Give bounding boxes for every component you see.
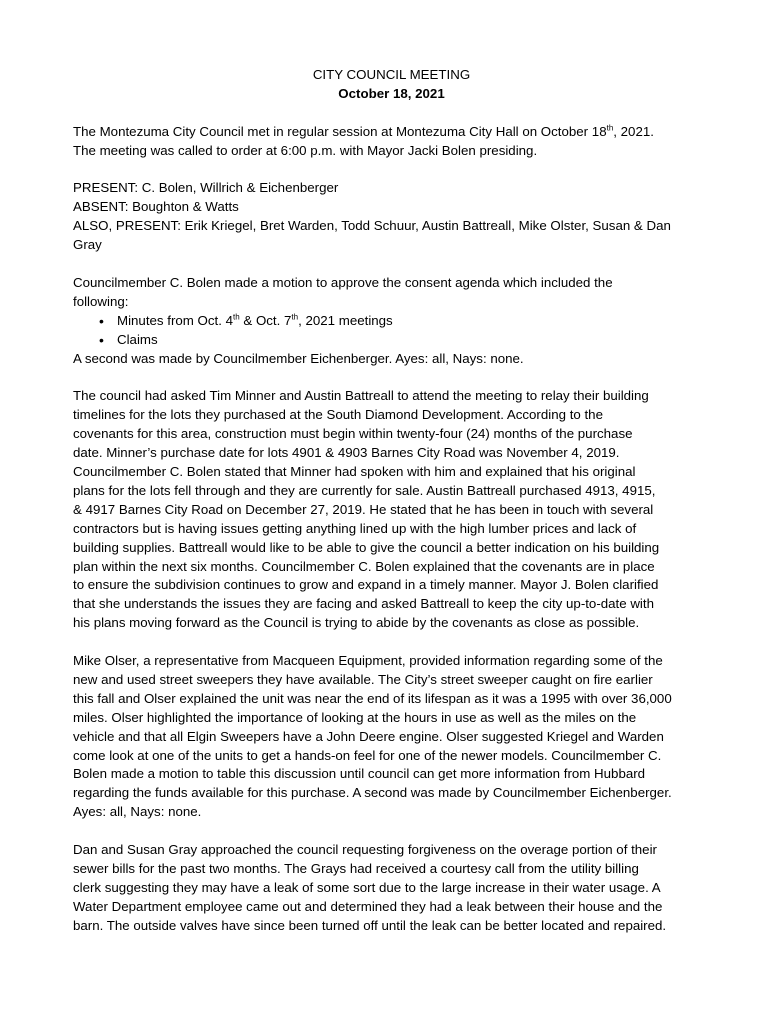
text-line: building supplies. Battreall would like to be able to give the council a better indication on his building bbox=[73, 539, 660, 555]
intro-line-1-end: , 2021. bbox=[613, 123, 654, 139]
text-line: The council had asked Tim Minner and Austin Battreall to attend the meeting to relay their building bbox=[73, 388, 649, 404]
list-item-text: & Oct. 7 bbox=[239, 312, 292, 328]
consent-line-2: following: bbox=[73, 293, 129, 309]
text-line: regarding the funds available for this purchase. A second was made by Councilmember Eichenberger. bbox=[73, 785, 672, 801]
text-line: sewer bills for the past two months. The Grays had received a courtesy call from the utility billing bbox=[73, 860, 639, 876]
consent-agenda-block bbox=[73, 274, 710, 369]
consent-second-line: A second was made by Councilmember Eichenberger. Ayes: all, Nays: none. bbox=[73, 350, 524, 366]
text-line: clerk suggesting they may have a leak of some sort due to the large increase in their water usage. A bbox=[73, 879, 661, 895]
intro-line-1-text: The Montezuma City Council met in regular session at Montezuma City Hall on October 18 bbox=[73, 123, 607, 139]
intro-line-1 bbox=[73, 123, 710, 142]
attendance-block bbox=[73, 179, 710, 255]
text-line: Ayes: all, Nays: none. bbox=[73, 804, 202, 820]
text-line: barn. The outside valves have since been turned off until the leak can be better located and repaired. bbox=[73, 917, 667, 933]
text-line: that she understands the issues they are facing and asked Battreall to keep the city up-to-date with bbox=[73, 596, 654, 612]
text-line: vehicle and that all Elgin Sweepers have a John Deere engine. Olser suggested Kriegel and Warden bbox=[73, 728, 664, 744]
text-line: plans for the lots fell through and they are currently for sale. Austin Battreall purchased 4913, 4915, bbox=[73, 482, 656, 498]
street-sweeper-paragraph bbox=[73, 652, 710, 822]
text-line: covenants for this area, construction must begin within twenty-four (24) months of the purchase bbox=[73, 426, 633, 442]
also-present-line-1: ALSO, PRESENT: Erik Kriegel, Bret Warden, Todd Schuur, Austin Battreall, Mike Olster, Susan & Dan bbox=[73, 218, 671, 234]
ordinal-suffix: th bbox=[606, 123, 614, 133]
absent-line: ABSENT: Boughton & Watts bbox=[73, 199, 239, 215]
text-line: contractors but is having issues getting anything lined up with the high lumber prices and lack of bbox=[73, 520, 637, 536]
gray-sewer-paragraph bbox=[73, 841, 710, 936]
list-item-text: Minutes from Oct. 4 bbox=[117, 312, 234, 328]
ordinal-suffix: th bbox=[291, 312, 299, 322]
text-line: his plans moving forward as the Council is trying to abide by the covenants as close as possible. bbox=[73, 615, 640, 631]
text-line: Mike Olser, a representative from Macqueen Equipment, provided information regarding some of the bbox=[73, 653, 663, 669]
text-line: & 4917 Barnes City Road on December 27, 2019. He stated that he has been in touch with several bbox=[73, 501, 654, 517]
meeting-title: CITY COUNCIL MEETING bbox=[312, 67, 471, 82]
text-line: Bolen made a motion to table this discussion until council can get more information from Hubbard bbox=[73, 766, 646, 782]
present-line: PRESENT: C. Bolen, Willrich & Eichenberger bbox=[73, 180, 339, 196]
text-line: Dan and Susan Gray approached the council requesting forgiveness on the overage portion of their bbox=[73, 842, 657, 858]
ordinal-suffix: th bbox=[233, 312, 240, 322]
text-line: plan within the next six months. Councilmember C. Bolen explained that the covenants are in place bbox=[73, 558, 655, 574]
list-item-text: , 2021 meetings bbox=[298, 312, 393, 328]
intro-paragraph bbox=[73, 123, 710, 161]
consent-items-list bbox=[73, 312, 710, 350]
list-item bbox=[117, 312, 710, 331]
building-timeline-paragraph bbox=[73, 387, 710, 633]
text-line: to ensure the subdivision continues to grow and expand in a timely manner. Mayor J. Bolen clarified bbox=[73, 577, 659, 593]
text-line: timelines for the lots they purchased at the South Diamond Development. According to the bbox=[73, 407, 603, 423]
intro-line-2: The meeting was called to order at 6:00 p.m. with Mayor Jacki Bolen presiding. bbox=[73, 142, 538, 158]
text-line: Councilmember C. Bolen stated that Minner had spoken with him and explained that his original bbox=[73, 463, 636, 479]
text-line: this fall and Olser explained the unit was near the end of its lifespan as it was a 1995 with over 36,000 bbox=[73, 690, 672, 706]
text-line: new and used street sweepers they have available. The City’s street sweeper caught on fire earlier bbox=[73, 671, 653, 687]
text-line: come look at one of the units to get a hands-on feel for one of the newer models. Councilmember C. bbox=[73, 747, 662, 763]
consent-line-1: Councilmember C. Bolen made a motion to approve the consent agenda which included the bbox=[73, 274, 613, 290]
meeting-date: October 18, 2021 bbox=[338, 85, 445, 101]
text-line: Water Department employee came out and determined they had a leak between their house and the bbox=[73, 898, 663, 914]
also-present-line-2: Gray bbox=[73, 237, 102, 253]
text-line: miles. Olser highlighted the importance of looking at the hours in use as well as the miles on the bbox=[73, 709, 637, 725]
list-item: • Claims bbox=[117, 331, 710, 350]
text-line: date. Minner’s purchase date for lots 4901 & 4903 Barnes City Road was November 4, 2019. bbox=[73, 445, 620, 461]
